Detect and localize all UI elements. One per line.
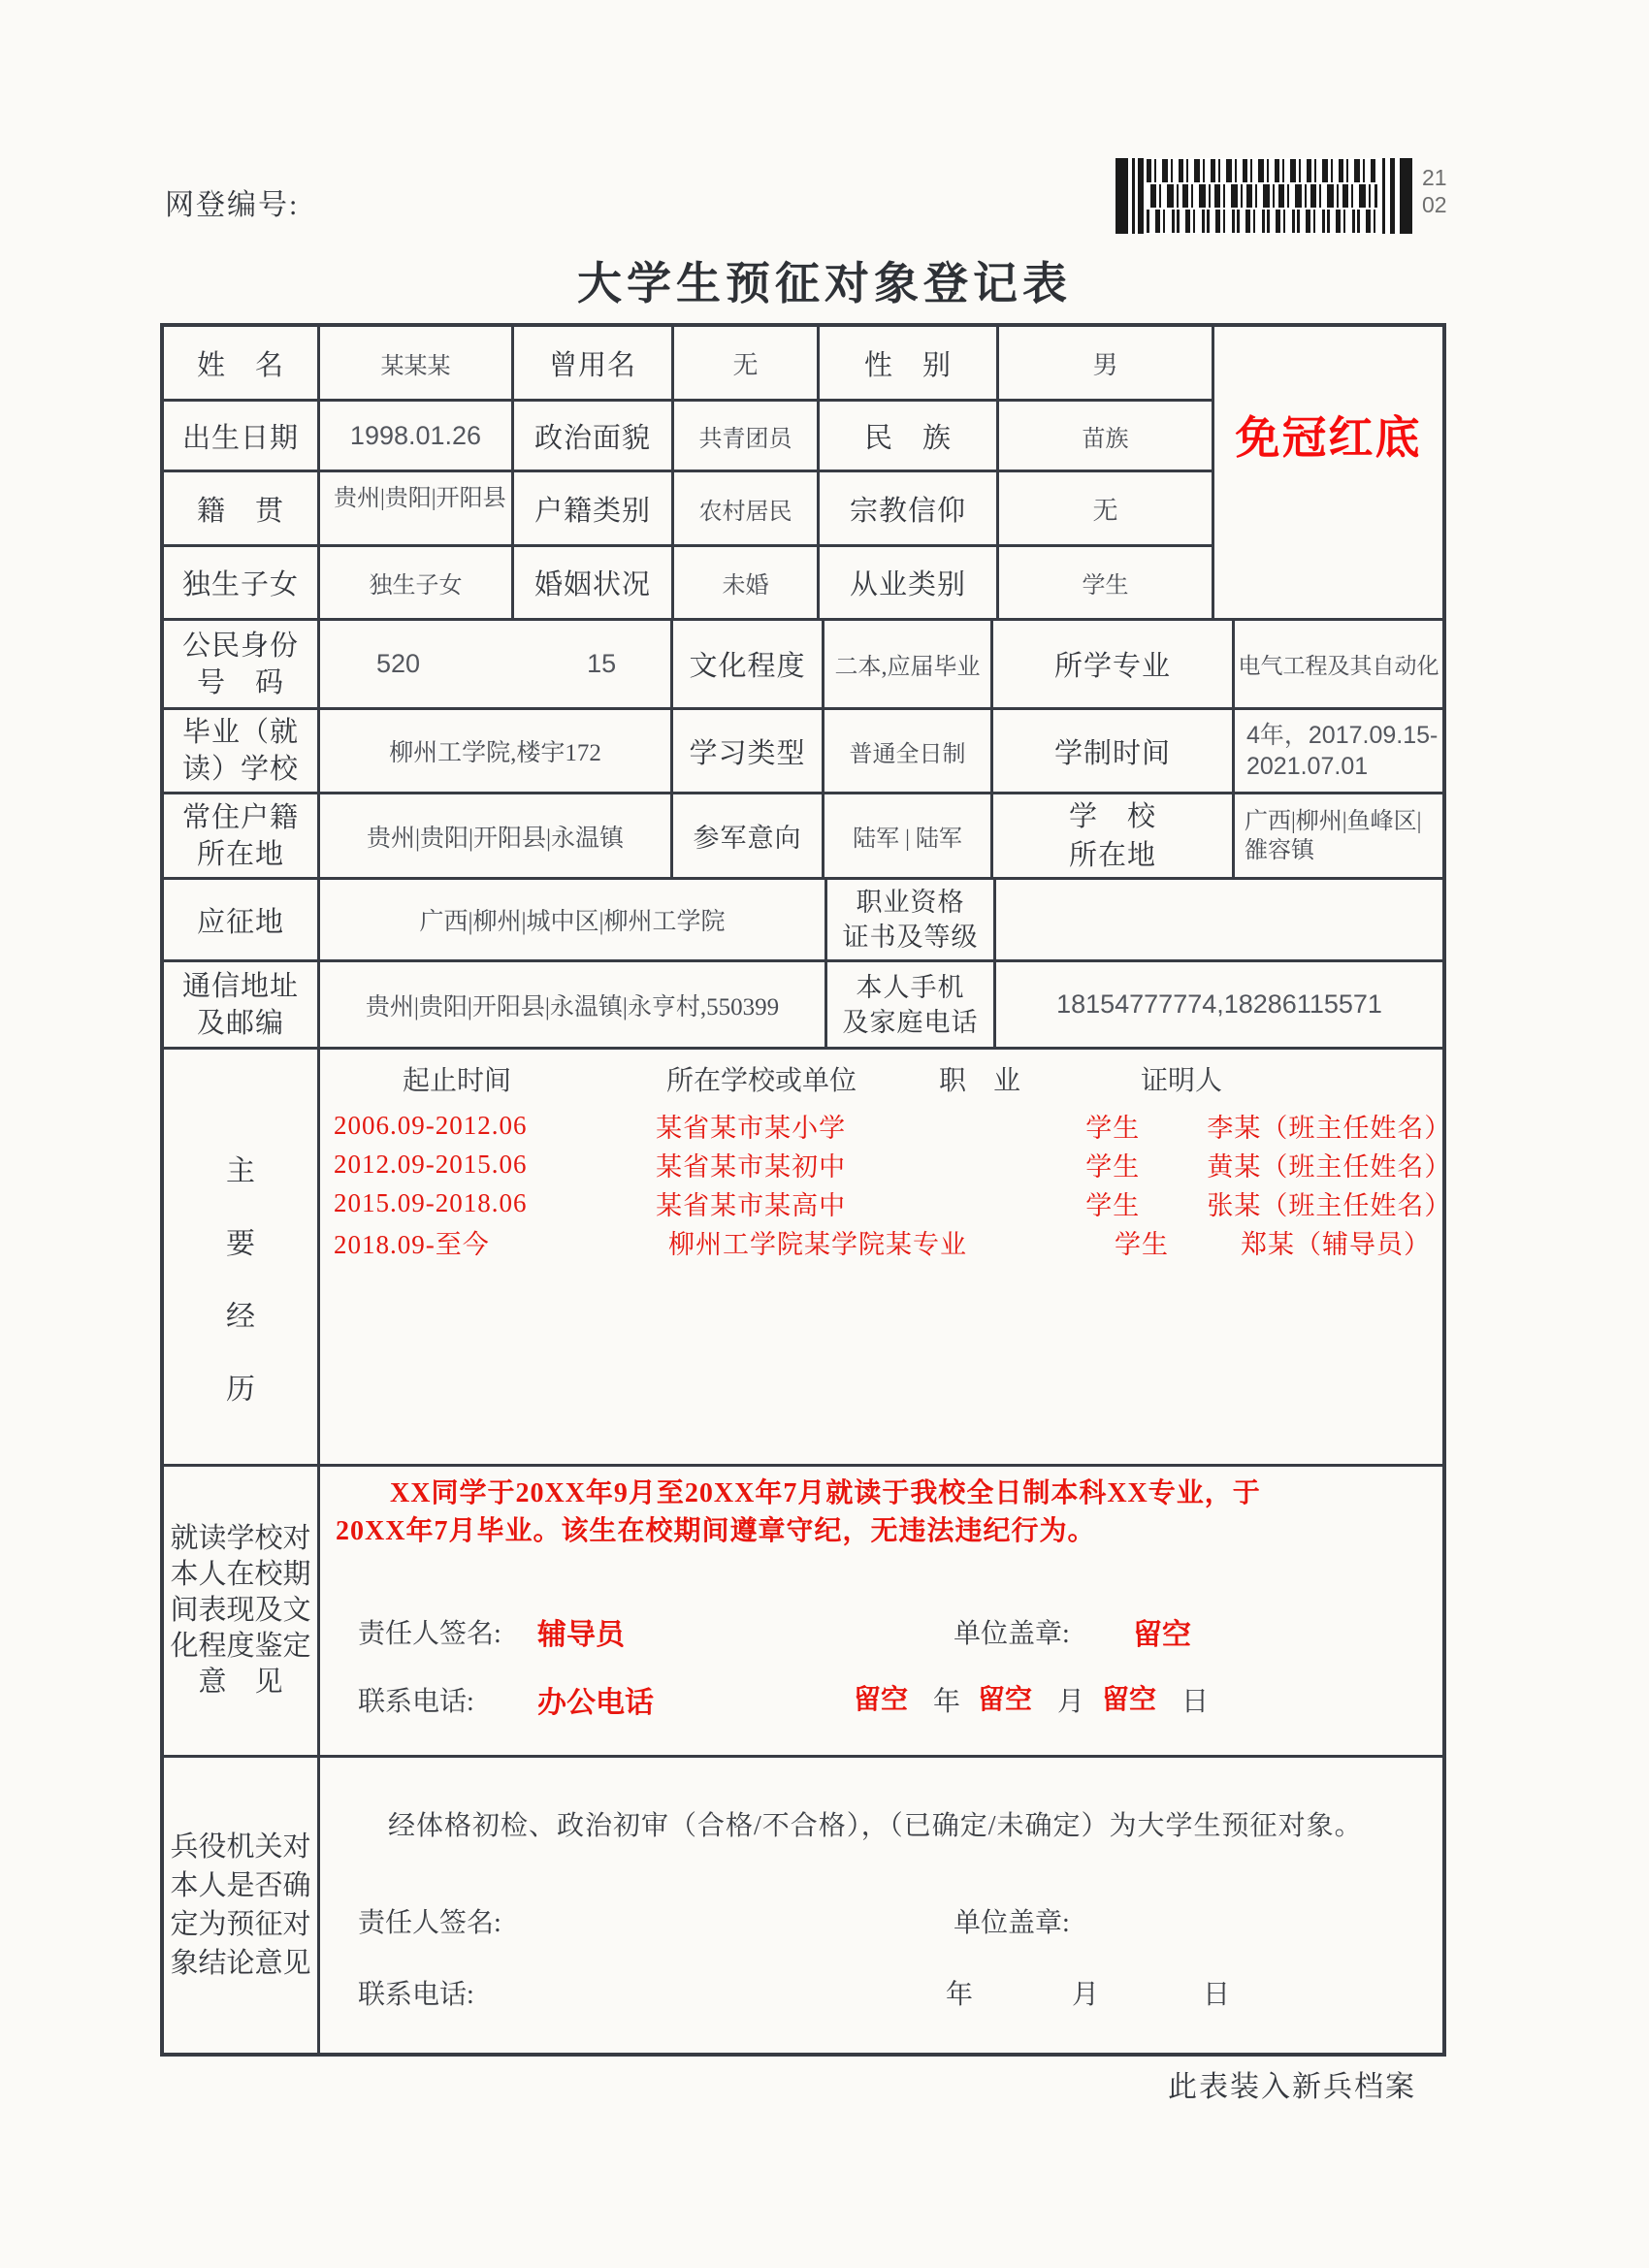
experience-table (320, 1050, 1452, 1464)
date-month-unit: 月 (1072, 1980, 1100, 2010)
experience-row: 2015.09-2018.06 某省某市某高中 学生 张某（班主任姓名） (334, 1187, 1452, 1220)
occupation-type-label: 从业类别 (820, 547, 999, 618)
id-number-label: 公民身份 号 码 (164, 621, 320, 707)
school-opinion-label: 就读学校对 本人在校期 间表现及文 化程度鉴定 意 见 (164, 1467, 320, 1755)
gender-value: 男 (999, 327, 1214, 399)
gender-label: 性 别 (820, 327, 999, 399)
political-status-value: 共青团员 (674, 402, 820, 470)
id-number-suffix: 15 (587, 649, 617, 678)
experience-row: 2006.09-2012.06 某省某市某小学 学生 李某（班主任姓名） (334, 1110, 1452, 1143)
military-opinion-body (320, 1758, 1442, 2053)
phone-label: 联系电话: (358, 1687, 474, 1717)
enlist-place-value: 广西|柳州|城中区|柳州工学院 (320, 880, 827, 959)
experience-row: 2018.09-至今 柳州工学院某学院某专业 学生 郑某（辅导员） (334, 1229, 1431, 1259)
photo-placeholder-cell (1214, 327, 1442, 618)
religion-value: 无 (999, 472, 1214, 544)
id-number-value (320, 621, 673, 707)
archive-note: 此表装入新兵档案 (1168, 2071, 1416, 2103)
row-only-child (164, 547, 1214, 618)
birth-date-value: 1998.01.26 (320, 402, 514, 470)
military-opinion-section (164, 1758, 1442, 2053)
registration-form-table (160, 323, 1452, 2057)
marital-status-label: 婚姻状况 (514, 547, 674, 618)
graduate-school-label: 毕业（就 读）学校 (164, 710, 320, 792)
row-school (164, 710, 1442, 794)
native-place-label: 籍 贯 (164, 472, 320, 544)
only-child-value: 独生子女 (320, 547, 514, 618)
major-value: 电气工程及其自动化 (1238, 654, 1439, 678)
study-type-label: 学习类型 (673, 710, 824, 792)
date-year-unit: 年 (946, 1980, 974, 2010)
identity-band (164, 327, 1442, 621)
photo-requirement-note: 免冠红底 (1235, 412, 1422, 463)
school-opinion-statement: XX同学于20XX年9月至20XX年7月就读于我校全日制本科XX专业，于20XX年7月毕业。该生在校期间遵章守纪，无违法违纪行为。 (336, 1478, 1261, 1546)
identity-band-left (164, 327, 1214, 618)
phone-label: 联系电话: (358, 1980, 474, 2010)
seal-label: 单位盖章: (954, 1908, 1070, 1938)
signer-label: 责任人签名: (358, 1908, 501, 1938)
experience-header-org: 所在学校或单位 (666, 1066, 857, 1096)
name-value: 某某某 (320, 327, 514, 399)
marital-status-value: 未婚 (674, 547, 820, 618)
former-name-value: 无 (674, 327, 820, 399)
reg-no-label: 网登编号: (165, 189, 300, 221)
school-opinion-signature-line (320, 1612, 1442, 1653)
date-month-blank: 留空 (978, 1684, 1033, 1714)
date-day-unit: 日 (1181, 1687, 1210, 1717)
ethnicity-label: 民 族 (820, 402, 999, 470)
mailing-address-value: 贵州|贵阳|开阳县|永温镇|永亨村,550399 (320, 962, 827, 1047)
date-year-blank: 留空 (854, 1684, 909, 1714)
experience-header-witness: 证明人 (1141, 1066, 1223, 1096)
military-opinion-statement: 经体格初检、政治初审（合格/不合格），（已确定/未确定）为大学生预征对象。 (388, 1811, 1363, 1841)
school-opinion-phone-line (320, 1680, 1442, 1721)
date-day-blank: 留空 (1102, 1684, 1157, 1714)
seal-value: 留空 (1133, 1619, 1191, 1651)
date-month-unit: 月 (1057, 1687, 1085, 1717)
ethnicity-value: 苗族 (999, 402, 1214, 470)
experience-rows (320, 1106, 1452, 1261)
barcode-image (1116, 158, 1412, 234)
residence-label: 常住户籍 所在地 (164, 794, 320, 877)
row-birth (164, 402, 1214, 472)
row-residence (164, 794, 1442, 880)
military-opinion-label: 兵役机关对 本人是否确 定为预征对 象结论意见 (164, 1758, 320, 2053)
signer-label: 责任人签名: (358, 1619, 501, 1649)
household-type-value: 农村居民 (674, 472, 820, 544)
id-number-prefix: 520 (376, 649, 421, 678)
experience-section-label: 主 要 经 历 (164, 1050, 320, 1464)
birth-date-label: 出生日期 (164, 402, 320, 470)
experience-header-role: 职 业 (939, 1066, 1021, 1096)
residence-value: 贵州|贵阳|开阳县|永温镇 (320, 794, 673, 877)
study-type-value: 普通全日制 (824, 710, 993, 792)
occupation-type-value: 学生 (999, 547, 1214, 618)
experience-header-period: 起止时间 (403, 1066, 512, 1096)
household-type-label: 户籍类别 (514, 472, 674, 544)
school-location-value: 广西|柳州|鱼峰区|雒容镇 (1245, 808, 1422, 863)
political-status-label: 政治面貌 (514, 402, 674, 470)
army-intention-label: 参军意向 (673, 794, 824, 877)
school-location-label: 学 校 所在地 (993, 794, 1235, 877)
experience-section (164, 1050, 1452, 1467)
seal-label: 单位盖章: (954, 1619, 1070, 1649)
vocational-cert-label: 职业资格 证书及等级 (827, 880, 996, 959)
row-mailing (164, 962, 1442, 1050)
row-name (164, 327, 1214, 402)
mailing-address-label: 通信地址 及邮编 (164, 962, 320, 1047)
education-level-value: 二本,应届毕业 (824, 621, 993, 707)
school-opinion-section (164, 1467, 1442, 1758)
military-signature-line (320, 1901, 1442, 1942)
vocational-cert-value (996, 880, 1442, 959)
military-phone-line (320, 1973, 1442, 2014)
form-title: 大学生预征对象登记表 (577, 258, 1072, 308)
phone-value: 办公电话 (537, 1687, 654, 1719)
enlist-place-label: 应征地 (164, 880, 320, 959)
barcode-number-bottom: 02 (1422, 192, 1447, 217)
only-child-label: 独生子女 (164, 547, 320, 618)
phone-numbers-value: 18154777774,18286115571 (1056, 989, 1382, 1019)
barcode-number (1422, 158, 1447, 234)
native-place-value: 贵州|贵阳|开阳县 (320, 472, 514, 544)
school-opinion-body (320, 1467, 1442, 1755)
row-id-number (164, 621, 1442, 710)
former-name-label: 曾用名 (514, 327, 674, 399)
religion-label: 宗教信仰 (820, 472, 999, 544)
school-duration-label: 学制时间 (993, 710, 1235, 792)
phone-numbers-label: 本人手机 及家庭电话 (827, 962, 996, 1047)
date-year-unit: 年 (933, 1687, 961, 1717)
signer-value: 辅导员 (537, 1619, 625, 1651)
date-day-unit: 日 (1203, 1980, 1231, 2010)
row-native-place (164, 472, 1214, 547)
barcode-number-top: 21 (1422, 165, 1447, 190)
barcode-block (1116, 158, 1447, 234)
education-level-label: 文化程度 (673, 621, 824, 707)
graduate-school-value: 柳州工学院,楼宇172 (320, 710, 673, 792)
major-label: 所学专业 (993, 621, 1235, 707)
army-intention-value: 陆军 | 陆军 (824, 794, 993, 877)
school-duration-value: 4年，2017.09.15- 2021.07.01 (1246, 722, 1439, 780)
row-enlist-place (164, 880, 1442, 962)
experience-header-row (320, 1050, 1442, 1098)
name-label: 姓 名 (164, 327, 320, 399)
experience-row: 2012.09-2015.06 某省某市某初中 学生 黄某（班主任姓名） (334, 1149, 1452, 1182)
